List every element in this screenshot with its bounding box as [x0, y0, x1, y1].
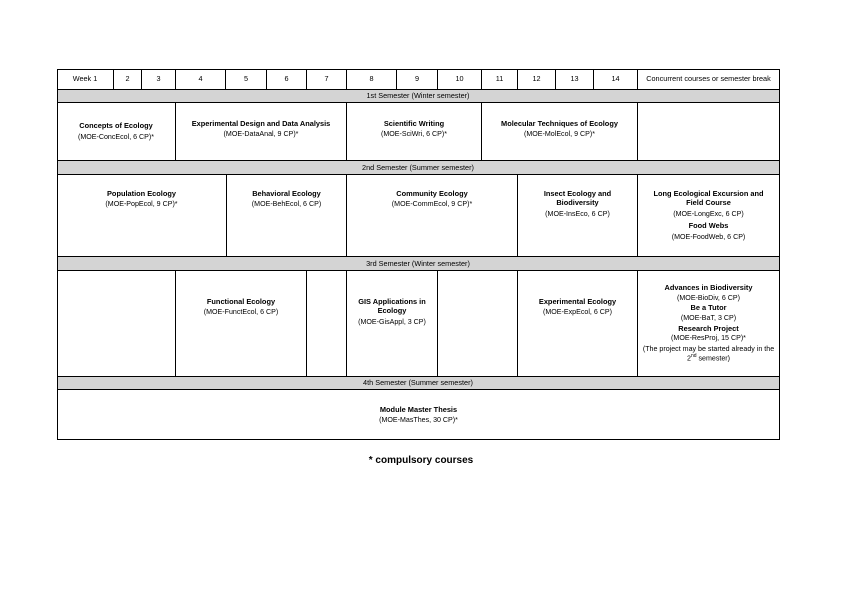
week-label: 8 [369, 74, 374, 84]
module-code: (MOE-MolEcol, 9 CP)* [524, 130, 595, 139]
week-label: 14 [611, 74, 620, 84]
module-molecular-techniques [482, 103, 638, 161]
module-name: Be a Tutor [690, 303, 727, 313]
semester-label: 1st Semester (Winter semester) [366, 91, 470, 101]
module-insect-ecology [518, 175, 638, 257]
module-name: Food Webs [688, 221, 729, 231]
empty-cell [438, 271, 518, 377]
module-name: Community Ecology [396, 189, 468, 198]
week-label: 3 [156, 74, 161, 84]
note-text: (The project may be started already in the 2 [642, 344, 775, 363]
module-code: (MOE-PopEcol, 9 CP)* [105, 200, 178, 209]
module-code: (MOE-InsEco, 6 CP) [545, 209, 610, 218]
module-code: (MOE-BioDiv, 6 CP) [677, 293, 740, 302]
module-code: (MOE-SciWri, 6 CP)* [380, 130, 448, 139]
week-header [226, 69, 267, 90]
week-header [438, 69, 482, 90]
week-label: 5 [243, 74, 249, 84]
week-header [556, 69, 594, 90]
module-code: (MOE-GisAppl, 3 CP) [358, 317, 426, 326]
empty-cell [307, 271, 347, 377]
concurrent-cell-empty [638, 103, 780, 161]
module-code: (MOE-LongExc, 6 CP) [673, 209, 744, 218]
semester-label: 2nd Semester (Summer semester) [362, 162, 474, 172]
module-code: (MOE-FoodWeb, 6 CP) [671, 232, 746, 241]
module-code: (MOE-BaT, 3 CP) [680, 314, 737, 322]
module-gis-applications [347, 271, 438, 377]
week-label: 7 [324, 74, 329, 84]
module-code: (MOE-DataAnal, 9 CP)* [223, 130, 299, 139]
module-name: Experimental Design and Data Analysis [191, 119, 331, 128]
week-label: 4 [198, 74, 203, 84]
module-scientific-writing [347, 103, 482, 161]
module-code: (MOE-ConcEcol, 6 CP)* [77, 132, 155, 141]
week-label: 2 [125, 74, 130, 84]
week-header [397, 69, 438, 90]
semester-4-band [57, 377, 780, 390]
week-label: 12 [532, 74, 541, 84]
week-header [142, 69, 176, 90]
module-name: Molecular Techniques of Ecology [501, 119, 618, 128]
week-header [307, 69, 347, 90]
module-name: Concepts of Ecology [79, 121, 153, 131]
concurrent-label: Concurrent courses or semester break [646, 73, 771, 83]
week-header [57, 69, 114, 90]
module-master-thesis [57, 390, 780, 440]
week-header [347, 69, 397, 90]
week-label: 10 [455, 74, 464, 84]
module-experimental-ecology [518, 271, 638, 377]
module-population-ecology [57, 175, 227, 257]
module-name: Module Master Thesis [379, 404, 458, 414]
note-text: semester) [696, 354, 731, 363]
module-code: (MOE-FunctEcol, 6 CP) [203, 308, 279, 317]
research-project-note [643, 345, 775, 363]
module-code: (MOE-MasThes, 30 CP)* [379, 416, 458, 425]
empty-cell [57, 271, 176, 377]
note-superscript: nd [690, 353, 697, 360]
module-concepts-of-ecology [57, 103, 176, 161]
module-name: Experimental Ecology [538, 297, 617, 306]
module-name: GIS Applications in Ecology [358, 297, 426, 316]
semester-label: 3rd Semester (Winter semester) [366, 258, 470, 268]
footnote: * compulsory courses [368, 455, 474, 466]
module-name: Scientific Writing [383, 119, 445, 128]
semester-3-band [57, 257, 780, 271]
concurrent-cell-sem3 [638, 271, 780, 377]
module-behavioral-ecology [227, 175, 347, 257]
module-community-ecology [347, 175, 518, 257]
week-header [594, 69, 638, 90]
week-header [518, 69, 556, 90]
module-experimental-design [176, 103, 347, 161]
week-header [114, 69, 142, 90]
week-label: 13 [570, 74, 579, 84]
semester-1-band [57, 90, 780, 103]
concurrent-cell-sem2 [638, 175, 780, 257]
module-name: Advances in Biodiversity [664, 282, 753, 292]
semester-2-band [57, 161, 780, 175]
week-header [176, 69, 226, 90]
module-code: (MOE-CommEcol, 9 CP)* [391, 200, 473, 209]
module-functional-ecology [176, 271, 307, 377]
curriculum-table [57, 69, 780, 440]
module-name: Functional Ecology [206, 297, 276, 306]
week-label: 6 [284, 74, 289, 84]
module-name: Population Ecology [107, 189, 176, 198]
week-label: 9 [414, 74, 420, 84]
module-code: (MOE-BehEcol, 6 CP) [251, 200, 322, 209]
week-label: 11 [495, 74, 504, 84]
module-code: (MOE-ResProj, 15 CP)* [671, 334, 746, 343]
week-header [482, 69, 518, 90]
concurrent-header [638, 69, 780, 90]
module-name: Behavioral Ecology [252, 189, 321, 198]
week-header [267, 69, 307, 90]
module-name: Insect Ecology and Biodiversity [543, 189, 612, 208]
module-name: Long Ecological Excursion and Field Course [653, 189, 764, 208]
week-label: Week 1 [72, 74, 98, 84]
module-name: Research Project [678, 323, 739, 333]
semester-label: 4th Semester (Summer semester) [363, 378, 473, 388]
module-code: (MOE-ExpEcol, 6 CP) [543, 308, 612, 317]
